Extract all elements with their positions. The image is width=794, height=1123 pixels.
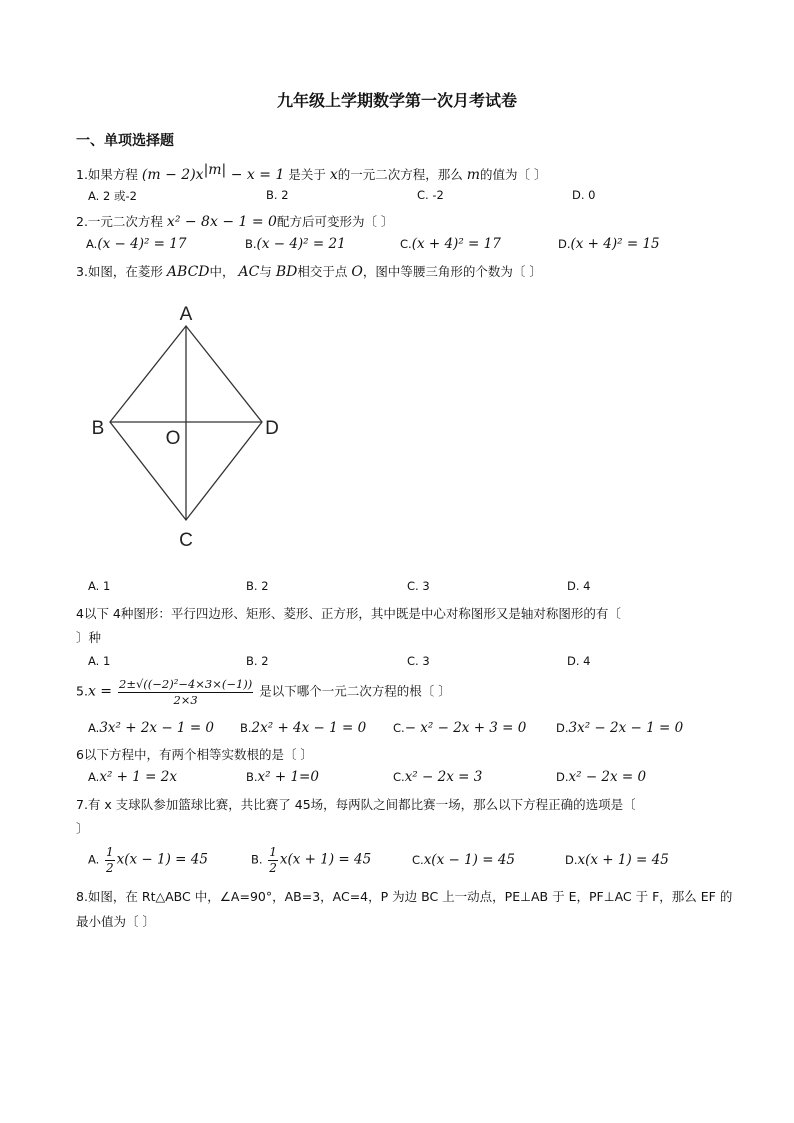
q3-and: 与 [259, 264, 272, 279]
question-5 [76, 677, 451, 707]
q5-pre: 5. [76, 683, 88, 699]
question-7-line-2: 〕 [76, 821, 89, 836]
q3-option-c[interactable]: C. 3 [407, 579, 430, 593]
q5-denominator: 2×3 [173, 693, 198, 707]
q3-pre: 3.如图，在菱形 [76, 264, 163, 279]
page-title: 九年级上学期数学第一次月考试卷 [276, 91, 517, 110]
q7-d-math: x(x + 1) = 45 [577, 852, 669, 868]
question-8-line-1: 8.如图，在 Rt△ABC 中，∠A=90°，AB=3，AC=4，P 为边 BC 上一动点，PE⊥AB 于 E，PF⊥AC 于 F，那么 EF 的 [76, 889, 733, 904]
q5-a-math: 3x² + 2x − 1 = 0 [99, 720, 215, 736]
q6-option-a[interactable] [88, 769, 177, 785]
question-4-line-2: 〕种 [76, 630, 102, 645]
q6-d-math: x² − 2x = 0 [568, 769, 647, 785]
q3-mid: 中， [209, 264, 235, 279]
center-label-o: O [165, 428, 181, 449]
q2-option-a[interactable] [86, 236, 186, 252]
q5-d-letter: D. [556, 721, 569, 735]
q2-post: 配方后可变形为〔 〕 [276, 214, 394, 229]
q6-b-math: x² + 1=0 [257, 769, 319, 785]
q3-mid2: 相交于点 [297, 264, 348, 279]
q6-a-letter: A. [88, 770, 100, 784]
q7-c-math: x(x − 1) = 45 [423, 852, 516, 868]
q4-option-d[interactable]: D. 4 [567, 654, 591, 668]
q4-option-a[interactable]: A. 1 [88, 654, 111, 668]
q1-option-c[interactable]: C. -2 [417, 188, 444, 202]
q5-d-math: 3x² − 2x − 1 = 0 [568, 720, 684, 736]
q6-option-c[interactable] [393, 769, 482, 785]
question-8-line-2: 最小值为〔 〕 [76, 914, 155, 929]
q5-option-a[interactable] [88, 720, 214, 736]
q5-fraction [118, 677, 253, 707]
q2-a-letter: A. [86, 237, 98, 251]
q7-b-letter: B. [251, 852, 263, 867]
q1-mid: 是关于 [288, 167, 326, 183]
q2-d-letter: D. [558, 237, 571, 251]
q7-a-math: x(x − 1) = 45 [116, 851, 208, 868]
q7-b-half-den: 2 [269, 861, 277, 875]
vertex-label-d: D [265, 418, 279, 439]
section-heading: 一、单项选择题 [76, 133, 174, 149]
q5-option-d[interactable] [556, 720, 683, 736]
q7-a-half [105, 845, 115, 875]
vertex-label-a: A [179, 304, 193, 325]
q2-expr: x² − 8x − 1 = 0 [166, 214, 277, 230]
vertex-label-b: B [91, 418, 105, 439]
q1-var2: m [466, 167, 481, 184]
q7-b-half [268, 845, 278, 875]
q5-numerator: 2±√((−2)²−4×3×(−1)) [119, 677, 253, 691]
q3-option-b[interactable]: B. 2 [246, 579, 269, 593]
q3-o: O [351, 264, 363, 280]
q1-expr-a: (m − 2)x [141, 167, 204, 184]
q1-expr-exp: |m| [203, 162, 227, 178]
q7-a-letter: A. [88, 852, 100, 867]
q6-c-letter: C. [393, 770, 405, 784]
q4-option-c[interactable]: C. 3 [407, 654, 430, 668]
rhombus-figure [80, 296, 300, 558]
q5-c-math: − x² − 2x + 3 = 0 [404, 720, 527, 736]
q7-b-math: x(x + 1) = 45 [279, 851, 372, 868]
q7-option-b[interactable] [251, 845, 371, 875]
q7-option-d[interactable] [565, 852, 669, 868]
q6-b-letter: B. [246, 770, 258, 784]
q1-post: 的值为〔 〕 [480, 167, 547, 183]
q3-post: ，图中等腰三角形的个数为〔 〕 [362, 264, 542, 279]
q5-a-letter: A. [88, 721, 100, 735]
q7-b-half-num: 1 [269, 845, 277, 859]
q2-c-math: (x + 4)² = 17 [411, 236, 501, 252]
q5-b-math: 2x² + 4x − 1 = 0 [251, 720, 367, 736]
q2-b-letter: B. [245, 237, 257, 251]
q4-option-b[interactable]: B. 2 [246, 654, 269, 668]
q2-a-math: (x − 4)² = 17 [97, 236, 187, 252]
q6-option-d[interactable] [556, 769, 646, 785]
q2-pre: 2.一元二次方程 [76, 214, 163, 229]
q5-option-b[interactable] [240, 720, 366, 736]
q1-mid2: 的一元二次方程，那么 [337, 167, 463, 183]
q5-lhs: x = [87, 683, 113, 700]
q1-expr-b: − x = 1 [226, 167, 285, 184]
q2-b-math: (x − 4)² = 21 [256, 236, 346, 252]
q1-pre: 1.如果方程 [76, 167, 138, 183]
q3-bd: BD [275, 264, 298, 280]
q5-b-letter: B. [240, 721, 252, 735]
question-2 [76, 212, 393, 230]
question-1 [76, 162, 547, 183]
q3-ac: AC [238, 264, 260, 280]
q2-option-d[interactable] [558, 236, 660, 252]
q2-option-c[interactable] [400, 236, 501, 252]
q6-c-math: x² − 2x = 3 [404, 769, 483, 785]
question-3 [76, 262, 542, 280]
q6-d-letter: D. [556, 770, 569, 784]
q3-option-a[interactable]: A. 1 [88, 579, 111, 593]
q5-option-c[interactable] [393, 720, 526, 736]
question-6: 6以下方程中，有两个相等实数根的是〔 〕 [76, 747, 313, 762]
q1-option-d[interactable]: D. 0 [572, 188, 596, 202]
q2-c-letter: C. [400, 237, 412, 251]
q7-a-half-den: 2 [105, 861, 114, 875]
q3-abcd: ABCD [166, 264, 210, 280]
q2-option-b[interactable] [245, 236, 346, 252]
q2-d-math: (x + 4)² = 15 [570, 236, 660, 252]
q7-option-a[interactable] [88, 845, 208, 875]
q5-post: 是以下哪个一元二次方程的根〔 〕 [259, 683, 451, 699]
q6-option-b[interactable] [246, 769, 319, 785]
q7-c-letter: C. [412, 853, 424, 867]
q1-option-b[interactable]: B. 2 [266, 188, 289, 202]
question-4-line-1: 4以下 4种图形：平行四边形、矩形、菱形、正方形，其中既是中心对称图形又是轴对称图形的有〔 [76, 606, 621, 621]
q1-var: x [329, 167, 338, 184]
question-7-line-1: 7.有 x 支球队参加篮球比赛，共比赛了 45场，每两队之间都比赛一场，那么以下方程正确的选项是〔 [76, 797, 636, 812]
q7-option-c[interactable] [412, 852, 515, 868]
q3-option-d[interactable]: D. 4 [567, 579, 591, 593]
q7-a-half-num: 1 [105, 845, 114, 859]
q1-option-a[interactable]: A. 2 或-2 [88, 189, 137, 203]
q5-c-letter: C. [393, 721, 405, 735]
q6-a-math: x² + 1 = 2x [99, 769, 177, 785]
vertex-label-c: C [179, 530, 193, 551]
q7-d-letter: D. [565, 853, 578, 867]
